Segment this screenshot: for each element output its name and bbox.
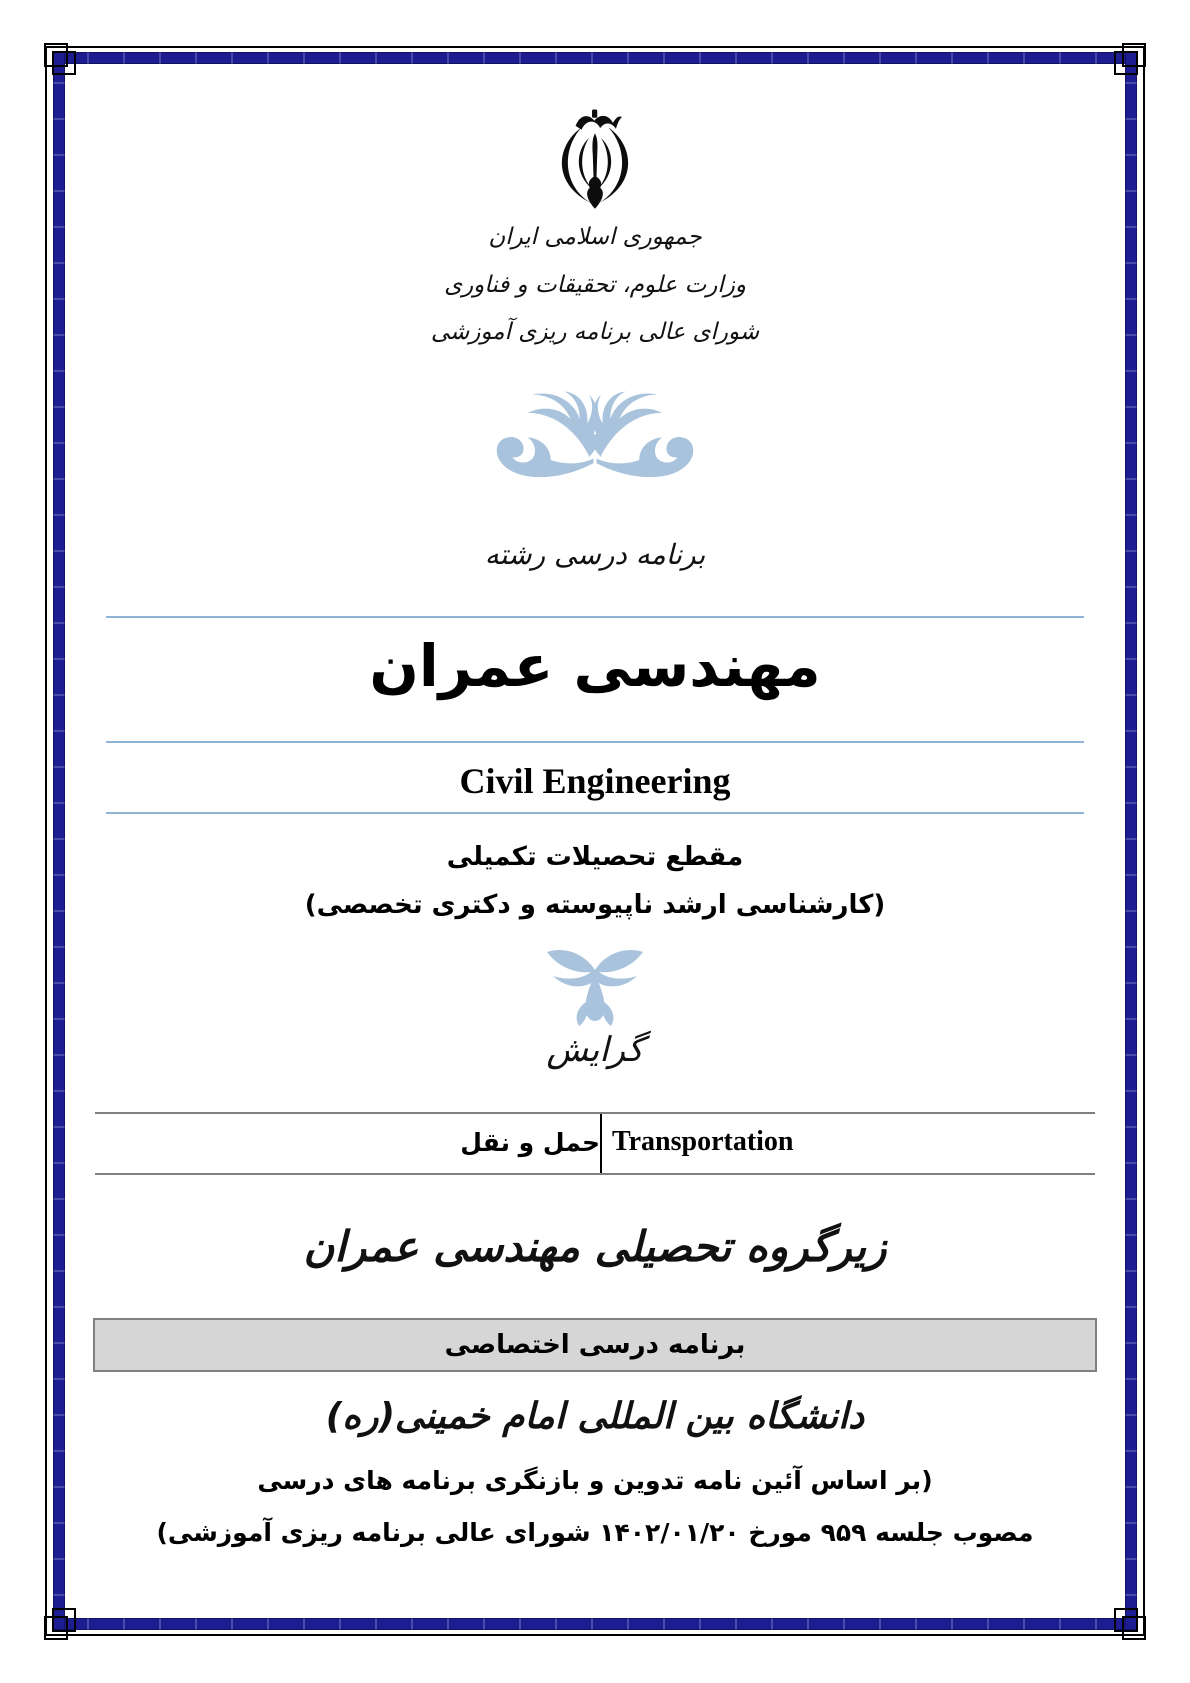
program-degrees: (کارشناسی ارشد ناپیوسته و دکتری تخصصی) [304,890,886,920]
specialized-curriculum-banner: برنامه درسی اختصاصی [93,1318,1097,1372]
small-ornament-wrap [0,940,1190,1032]
divider-rule [106,741,1084,743]
floral-flourish-icon [455,390,735,512]
iran-emblem-icon [550,108,640,220]
orientation-table [95,1112,1095,1175]
gov-header-line-2: وزارت علوم، تحقیقات و فناوری [444,272,746,298]
orientation-fa-cell: حمل و نقل [460,1128,600,1157]
corner-ornament [52,51,76,75]
border-band-left [53,52,65,1630]
approval-line-1: (بر اساس آئین نامه تدوین و بازنگری برنامه های درسی [257,1466,933,1495]
divider-rule [106,812,1084,814]
program-intro: برنامه درسی رشته [484,538,706,571]
orientation-en-cell: Transportation [612,1126,794,1157]
gov-header-line-3: شورای عالی برنامه ریزی آموزشی [430,319,760,345]
border-band-right [1125,52,1137,1630]
corner-ornament [1114,51,1138,75]
divider-rule [106,616,1084,618]
gov-header-line-1: جمهوری اسلامی ایران [488,224,702,250]
emblem-wrap [0,108,1190,224]
corner-ornament [1114,1608,1138,1632]
program-title-en: Civil Engineering [459,761,731,801]
fleur-ornament-icon [539,940,651,1028]
program-level: مقطع تحصیلات تکمیلی [446,842,744,872]
floral-ornament-wrap [0,390,1190,516]
border-band-bottom [53,1618,1137,1630]
subgroup-title: زیرگروه تحصیلی مهندسی عمران [303,1222,887,1271]
corner-ornament [52,1608,76,1632]
border-band-top [53,52,1137,64]
program-title-fa: مهندسی عمران [369,632,821,700]
orientation-heading: گرایش [546,1030,644,1070]
university-name: دانشگاه بین المللی امام خمینی(ره) [325,1396,865,1437]
approval-line-2: مصوب جلسه ۹۵۹ مورخ ۱۴۰۲/۰۱/۲۰ شورای عالی برنامه ریزی آموزشی) [156,1518,1034,1547]
